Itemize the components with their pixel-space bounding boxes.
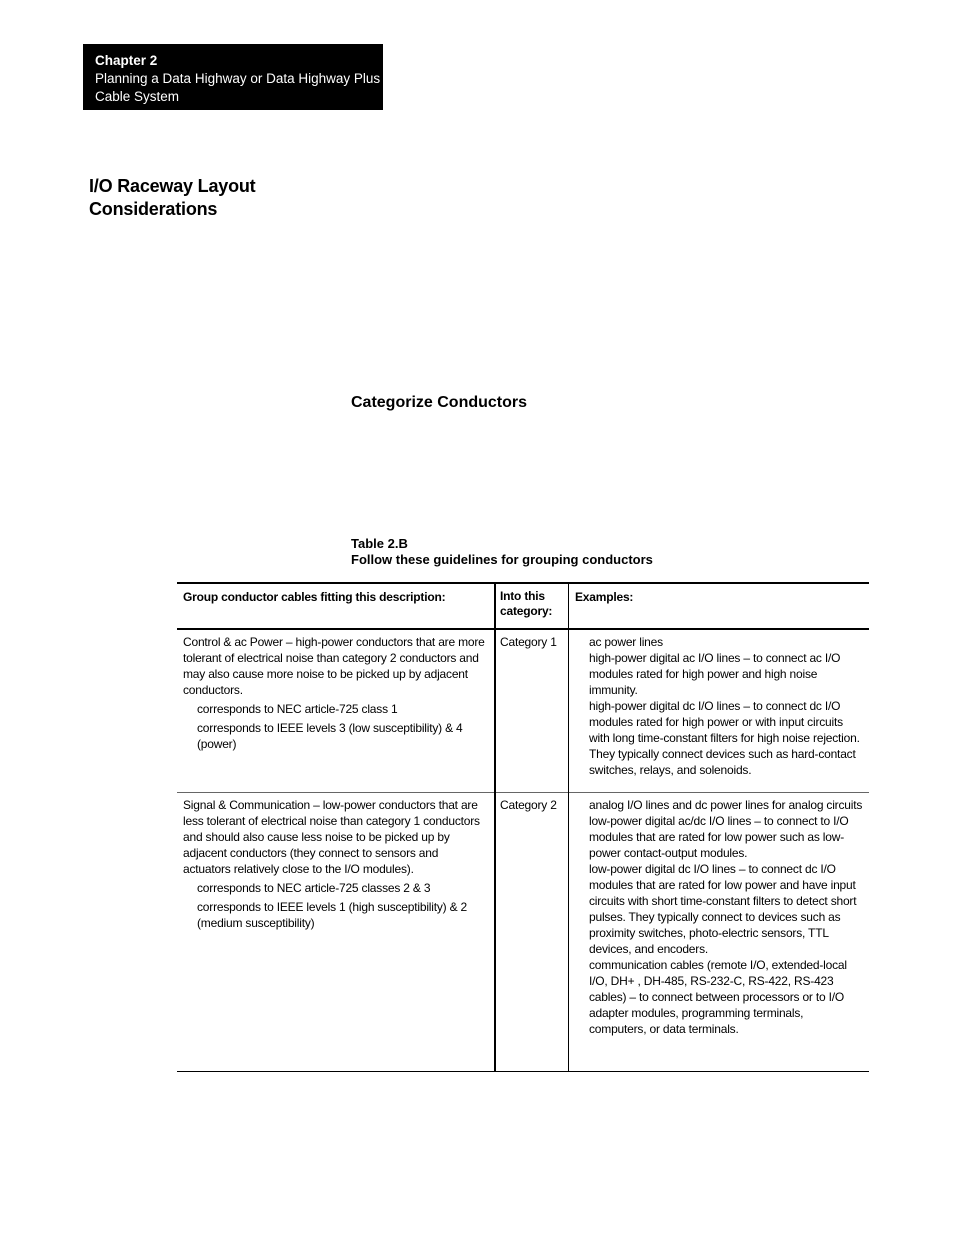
row2-examples [589, 797, 863, 1037]
row1-sub2: corresponds to IEEE levels 3 (low susceptibility) & 4 (power) [197, 721, 463, 751]
chapter-header [83, 44, 383, 110]
row2-example: analog I/O lines and dc power lines for analog circuits [589, 798, 863, 812]
table-header-rule [177, 628, 869, 630]
subsection-title: Categorize Conductors [351, 394, 528, 411]
row2-sub1: corresponds to NEC article-725 classes 2 & 3 [197, 881, 431, 895]
row2-description-cell [183, 797, 488, 931]
row1-examples [589, 634, 863, 778]
header-category [500, 589, 566, 619]
row1-description-cell [183, 634, 488, 752]
row2-sub2: corresponds to IEEE levels 1 (high susceptibility) & 2 (medium susceptibility) [197, 900, 467, 930]
table-bottom-rule [177, 1071, 869, 1072]
row2-example: communication cables (remote I/O, extended-local I/O, DH+ , DH-485, RS-232-C, RS-422, RS-423 cables) – to connect between processors or to I/O adapter modules, programming terminals, computers, or data terminals. [589, 958, 847, 1036]
row2-description: Signal & Communication – low-power conductors that are less tolerant of electrical noise than category 1 conductors and should also cause less noise to be picked up by adjacent conductors (they connect to sensors and actuators relatively close to the I/O modules). [183, 798, 480, 876]
row1-example: ac power lines [589, 635, 663, 649]
row2-example: low-power digital ac/dc I/O lines – to connect to I/O modules that are rated for low power such as low-power contact-output modules. [589, 814, 849, 860]
row1-description: Control & ac Power – high-power conductors that are more tolerant of electrical noise than category 2 conductors and may also cause more noise to be picked up by adjacent conductors. [183, 635, 485, 697]
row2-category: Category 2 [500, 798, 557, 812]
table-column-divider-1 [494, 583, 496, 1072]
table-number: Table 2.B [351, 536, 408, 551]
row2-example: low-power digital dc I/O lines – to connect dc I/O modules that are rated for low power and have input circuits with short time-constant filters to detect short pulses. They typically connect to devices such as proximity switches, photo-electric sensors, TTL devices, and encoders. [589, 862, 857, 956]
header-description: Group conductor cables fitting this description: [183, 590, 446, 604]
header-examples: Examples: [575, 590, 634, 604]
table-column-divider-2 [568, 583, 569, 1072]
row1-example: high-power digital dc I/O lines – to connect dc I/O modules rated for high power or with input circuits with long time-constant filters for high noise rejection. They typically connect devices such as hard-contact switches, relays, and solenoids. [589, 699, 860, 777]
table-top-rule [177, 582, 869, 584]
header-category-line1: Into this [500, 589, 545, 603]
chapter-title-line1: Planning a Data Highway or Data Highway Plus [95, 71, 381, 86]
table-caption [351, 536, 653, 568]
row1-sub1: corresponds to NEC article-725 class 1 [197, 702, 398, 716]
row1-category: Category 1 [500, 635, 557, 649]
section-title [89, 175, 255, 221]
header-category-line2: category: [500, 604, 553, 618]
table-caption-text: Follow these guidelines for grouping conductors [351, 552, 653, 567]
section-title-line2: Considerations [89, 199, 218, 219]
chapter-title-line2: Cable System [95, 89, 180, 104]
table-row-divider [177, 792, 869, 793]
row1-example: high-power digital ac I/O lines – to connect ac I/O modules rated for high power and high noise immunity. [589, 651, 841, 697]
chapter-label: Chapter 2 [95, 53, 158, 68]
section-title-line1: I/O Raceway Layout [89, 176, 256, 196]
